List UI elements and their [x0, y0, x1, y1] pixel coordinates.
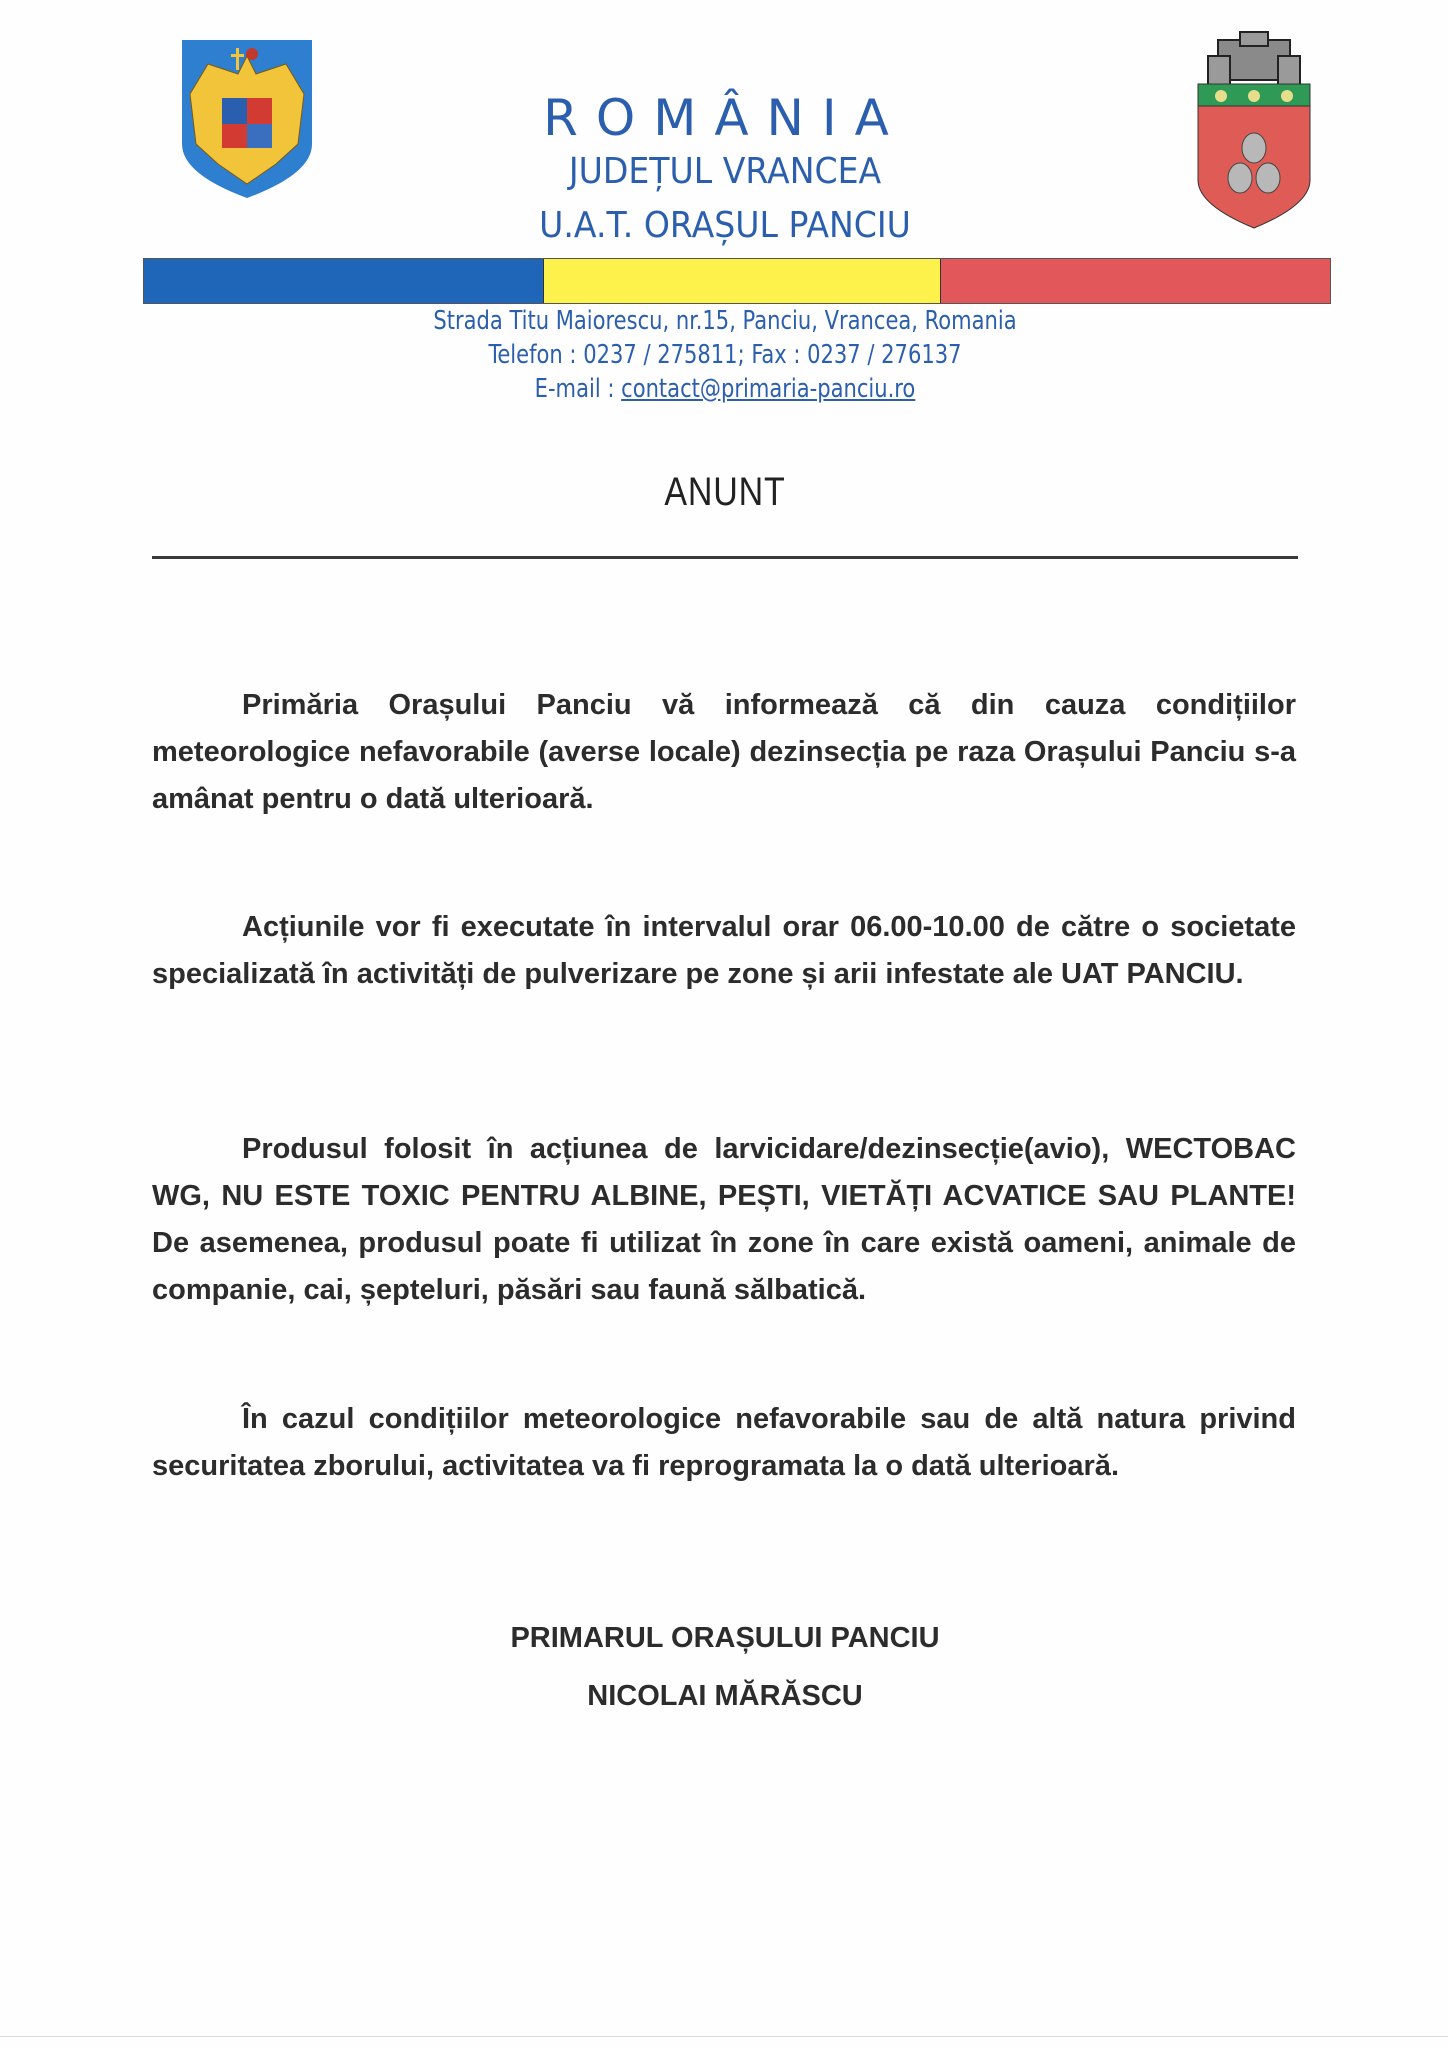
paragraph-1-text: Primăria Orașului Panciu vă informează că din cauza condițiilor meteorologice nefavorabile (averse locale) dezinsecția pe raza Orașului Panciu s-a amânat pentru o dată ulterioară. [152, 689, 1296, 815]
paragraph-1 [152, 682, 1296, 823]
paragraph-4-text: În cazul condițiilor meteorologice nefavorabile sau de altă natura privind securitatea zborului, activitatea va fi reprogramata la o dată ulterioară. [152, 1403, 1296, 1482]
paragraph-3 [152, 1126, 1296, 1314]
paragraph-4 [152, 1396, 1296, 1490]
paragraph-2-text: Acțiunile vor fi executate în intervalul orar 06.00-10.00 de către o societate specializată în activități de pulverizare pe zone și arii infestate ale UAT PANCIU. [152, 911, 1296, 990]
header-country: ROMÂNIA [543, 89, 907, 147]
paragraph-2 [152, 904, 1296, 998]
contact-address: Strada Titu Maiorescu, nr.15, Panciu, Vrancea, Romania [433, 306, 1017, 336]
flag-yellow-stripe [544, 259, 941, 303]
document-title: ANUNT [664, 470, 786, 514]
header-uat: U.A.T. ORAȘUL PANCIU [539, 205, 911, 246]
page-bottom-edge [0, 2036, 1448, 2037]
email-label: E-mail : [534, 374, 622, 404]
flag-red-stripe [941, 259, 1330, 303]
flag-blue-stripe [144, 259, 544, 303]
signature-title: PRIMARUL ORAȘULUI PANCIU [510, 1622, 940, 1654]
tricolor-banner [143, 258, 1331, 304]
signature-name: NICOLAI MĂRĂSCU [587, 1680, 863, 1712]
header-county: JUDEȚUL VRANCEA [568, 151, 882, 192]
panciu-coat-of-arms-icon [1188, 30, 1320, 230]
paragraph-3-text: Produsul folosit în acțiunea de larvicidare/dezinsecție(avio), WECTOBAC WG, NU ESTE TOXIC PENTRU ALBINE, PEȘTI, VIETĂȚI ACVATICE SAU PLANTE! De asemenea, produsul poate fi utilizat în zone în care există oameni, animale de companie, cai, șepteluri, păsări sau faună sălbatică. [152, 1133, 1296, 1306]
contact-email-line [343, 372, 1108, 406]
contact-phone: Telefon : 0237 / 275811; Fax : 0237 / 276137 [488, 340, 962, 370]
title-divider [152, 556, 1298, 559]
romania-coat-of-arms-icon [178, 34, 316, 200]
email-link[interactable]: contact@primaria-panciu.ro [621, 374, 916, 404]
